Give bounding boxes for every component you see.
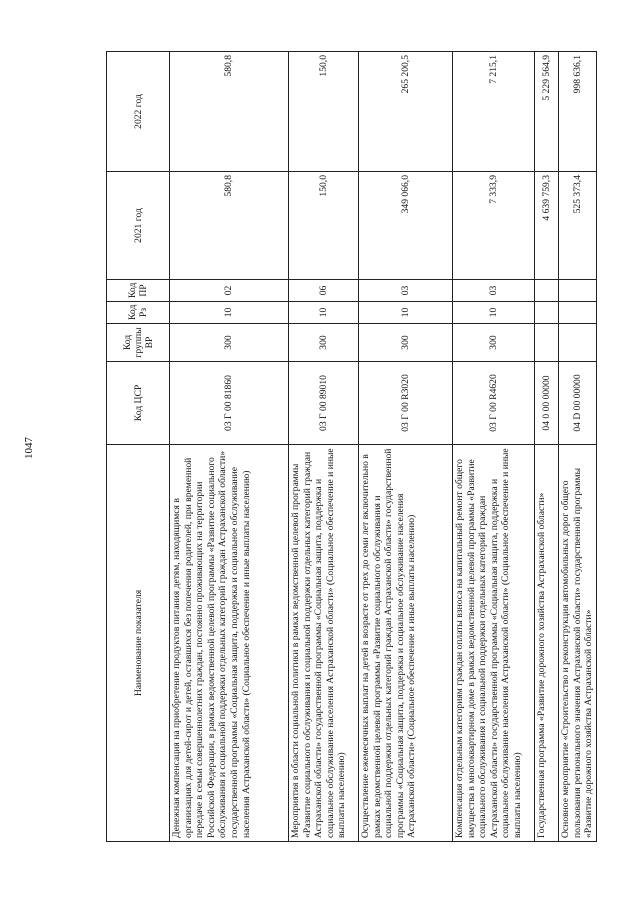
row-2021: 4 639 759,3 [535,172,559,280]
row-name: Компенсация отдельным категориям граждан оплаты взноса на капитальный ремонт общего имущества в многоквартирном доме в рамках ведомственной целевой программы «Развитие социального обслуживания и социальной поддержки отдельных категорий граждан Астраханской области» государственной программы «Социальная защита, поддержка и социальное обслуживание населения Астраханской области» (Социальное обеспечение и иные выплаты населению) [453,445,535,842]
header-vr: Код группы ВР [107,324,170,362]
row-csr: 04 0 00 00000 [535,362,559,445]
row-vr: 300 [359,324,453,362]
rotated-table-frame [106,52,595,842]
row-vr [559,324,597,362]
header-csr: Код ЦСР [107,362,170,445]
row-rz: 10 [170,302,289,324]
row-vr: 300 [170,324,289,362]
row-name: Мероприятия в области социальной политики в рамках ведомственной целевой программы «Развитие социального обслуживания и социальной поддержки отдельных категорий граждан Астраханской области» государственной программы «Социальная защита, поддержка и социальное обслуживание населения Астраханской области» (Социальное обеспечение и иные выплаты населению) [289,445,359,842]
row-vr: 300 [289,324,359,362]
row-csr: 03 Г 00 R3020 [359,362,453,445]
row-pr: 03 [453,280,535,302]
row-pr: 03 [359,280,453,302]
row-2021: 580,8 [170,172,289,280]
row-pr [535,280,559,302]
row-2022: 5 229 564,9 [535,52,559,172]
row-rz: 10 [289,302,359,324]
row-name: Государственная программа «Развитие дорожного хозяйства Астраханской области» [535,445,559,842]
row-pr [559,280,597,302]
table-row [559,52,597,842]
row-2021: 7 333,9 [453,172,535,280]
row-2021: 349 066,0 [359,172,453,280]
row-2022: 150,0 [289,52,359,172]
table-row [535,52,559,842]
row-name: Денежная компенсация на приобретение продуктов питания детям, находящимся в организациях для детей-сирот и детей, оставшихся без попечения родителей, при временной передаче в семьи совершеннолетних граждан, постоянно проживающих на территории Российской Федерации, в рамках ведомственной целевой программы «Развитие социального обслуживания и социальной поддержки отдельных категорий граждан Астраханской области» государственной программы «Социальная защита, поддержка и социальное обслуживание населения Астраханской области» (Социальное обеспечение и иные выплаты населению) [170,445,289,842]
row-pr: 06 [289,280,359,302]
row-2022: 580,8 [170,52,289,172]
row-pr: 02 [170,280,289,302]
row-csr: 03 Г 00 R4620 [453,362,535,445]
row-name: Основное мероприятие «Строительство и реконструкция автомобильных дорог общего пользования регионального значения Астраханской области» государственной программы «Развитие дорожного хозяйства Астраханской области» [559,445,597,842]
row-csr: 03 Г 00 81860 [170,362,289,445]
row-rz: 10 [359,302,453,324]
header-pr: Код ПР [107,280,170,302]
table-row [289,52,359,842]
row-2022: 265 200,5 [359,52,453,172]
table-wrapper [106,52,595,842]
row-name: Осуществление ежемесячных выплат на детей в возрасте от трех до семи лет включительно в рамках ведомственной целевой программы «Развитие социального обслуживания и социальной поддержки отдельных категорий граждан Астраханской области» государственной программы «Социальная защита, поддержка и социальное обслуживание населения Астраханской области» (Социальное обеспечение и иные выплаты населению) [359,445,453,842]
row-vr [535,324,559,362]
header-2022: 2022 год [107,52,170,172]
table-row [453,52,535,842]
table-header-row [107,52,170,842]
budget-table [106,51,597,842]
table-row [359,52,453,842]
row-rz [559,302,597,324]
header-2021: 2021 год [107,172,170,280]
table-row [170,52,289,842]
row-csr: 04 D 00 00000 [559,362,597,445]
header-rz: Код Рз [107,302,170,324]
row-2022: 7 215,1 [453,52,535,172]
row-2021: 525 373,4 [559,172,597,280]
row-rz: 10 [453,302,535,324]
header-name: Наименование показателя [107,445,170,842]
row-2021: 150,0 [289,172,359,280]
page-number: 1047 [23,437,35,459]
row-rz [535,302,559,324]
row-2022: 998 636,1 [559,52,597,172]
row-csr: 03 Г 00 89010 [289,362,359,445]
row-vr: 300 [453,324,535,362]
